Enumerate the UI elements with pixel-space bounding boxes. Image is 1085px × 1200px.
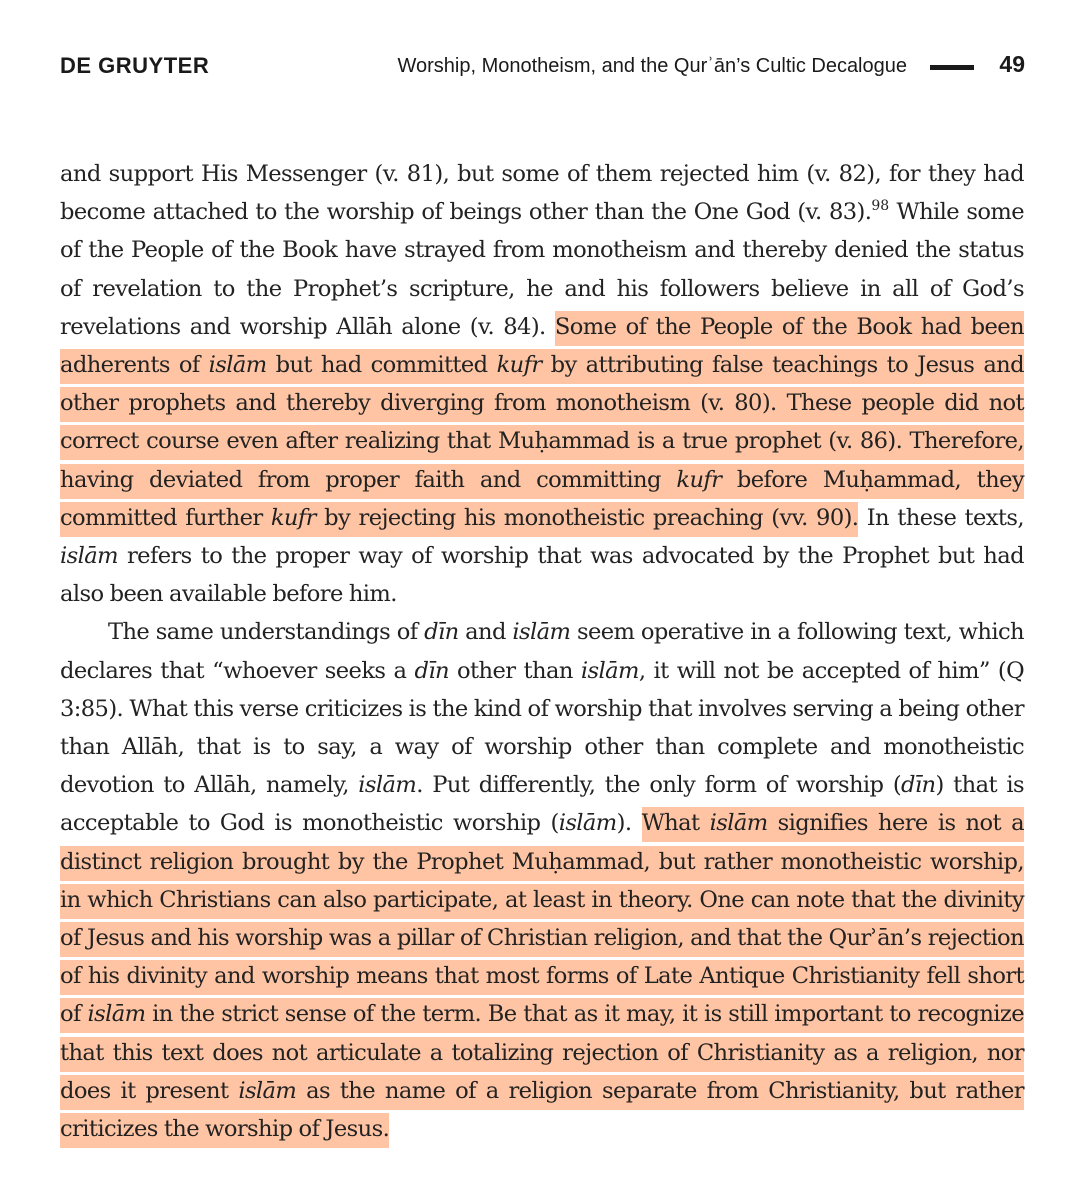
italic-term: islām [87, 1001, 146, 1028]
paragraph: The same understandings of dīn and islām seem operative in a following text, which declares that “whoever seeks a dīn other than islām, it will not be accepted of him” (Q 3:85). What this verse criticizes is the kind of worship that involves serving a being other than Allāh, that is to say, a way of worship other than complete and monotheistic devotion to Allāh, namely, islām. Put differently, the only form of worship (dīn) that is acceptable to God is monotheistic worship (islām). What islām signifies here is not a distinct religion brought by the Prophet Muḥammad, but rather monotheistic worship, in which Christians can also participate, at least in theory. One can note that the divinity of Jesus and his worship was a pillar of Christian religion, and that the Qurʾān’s rejection of his divinity and worship means that most forms of Late Antique Christianity fell short of islām in the strict sense of the term. Be that as it may, it is still important to recognize that this text does not articulate a totalizing rejection of Christianity as a religion, nor does it present islām as the name of a religion separate from Christianity, but rather criticizes the worship of Jesus. [60, 613, 1024, 1148]
paragraph [60, 155, 1024, 613]
italic-term: kufr [270, 504, 316, 531]
footnote-ref[interactable]: 98 [871, 198, 890, 215]
italic-term: dīn [901, 772, 936, 799]
body-text [60, 155, 1024, 1148]
highlighted-passage: What islām signifies here is not a distinct religion brought by the Prophet Muḥammad, but rather monotheistic worship, in which Christians can also participate, at least in theory. One can note that the divinity of Jesus and his worship was a pillar of Christian religion, and that the Qurʾān’s rejection of his divinity and worship means that most forms of Late Antique Christianity fell short of islām in the strict sense of the term. Be that as it may, it is still important to recognize that this text does not articulate a totalizing rejection of Christianity as a religion, nor does it present islām as the name of a religion separate from Christianity, but rather criticizes the worship of Jesus. [60, 807, 1024, 1148]
italic-term: dīn [414, 657, 449, 684]
header-rule [930, 65, 974, 70]
running-title: Worship, Monotheism, and the Qurʾān’s Cultic Decalogue [397, 55, 907, 77]
italic-term: dīn [424, 619, 459, 646]
highlighted-passage: Some of the People of the Book had been adherents of islām but had committed kufr by attributing false teachings to Jesus and other prophets and thereby diverging from monotheism (v. 80). These people did not correct course even after realizing that Muḥammad is a true prophet (v. 86). Therefore, having deviated from proper faith and committing kufr before Muḥammad, they committed further kufr by rejecting his monotheistic preaching (vv. 90). [60, 311, 1024, 537]
text-run: refers to the proper way of worship that was advocated by the Prophet but had also been available before him. [60, 543, 1024, 608]
text-run: and support His Messenger (v. 81), but some of them rejected him (v. 82), for they had become attached to the worship of beings other than the One God (v. 83). [60, 161, 1024, 226]
italic-term: kufr [676, 466, 722, 493]
italic-term: islām [558, 810, 617, 837]
italic-term: islām [512, 619, 571, 646]
page-number: 49 [999, 51, 1025, 77]
italic-term: islām [709, 810, 768, 837]
italic-term: islām [238, 1077, 297, 1104]
italic-term: islām [60, 543, 118, 570]
italic-term: kufr [496, 352, 542, 379]
publisher-name: DE GRUYTER [60, 53, 210, 78]
italic-term: islām [358, 772, 417, 799]
italic-term: islām [580, 657, 639, 684]
text-run: While some of the People of the Book have strayed from monotheism and thereby denied the status of revelation to the Prophet’s scripture, he and his followers believe in all of God’s revelations and worship Allāh alone (v. 84). [60, 199, 1024, 340]
text-run: In these texts, [858, 504, 1024, 531]
italic-term: islām [208, 352, 267, 379]
page-header [60, 48, 1025, 88]
